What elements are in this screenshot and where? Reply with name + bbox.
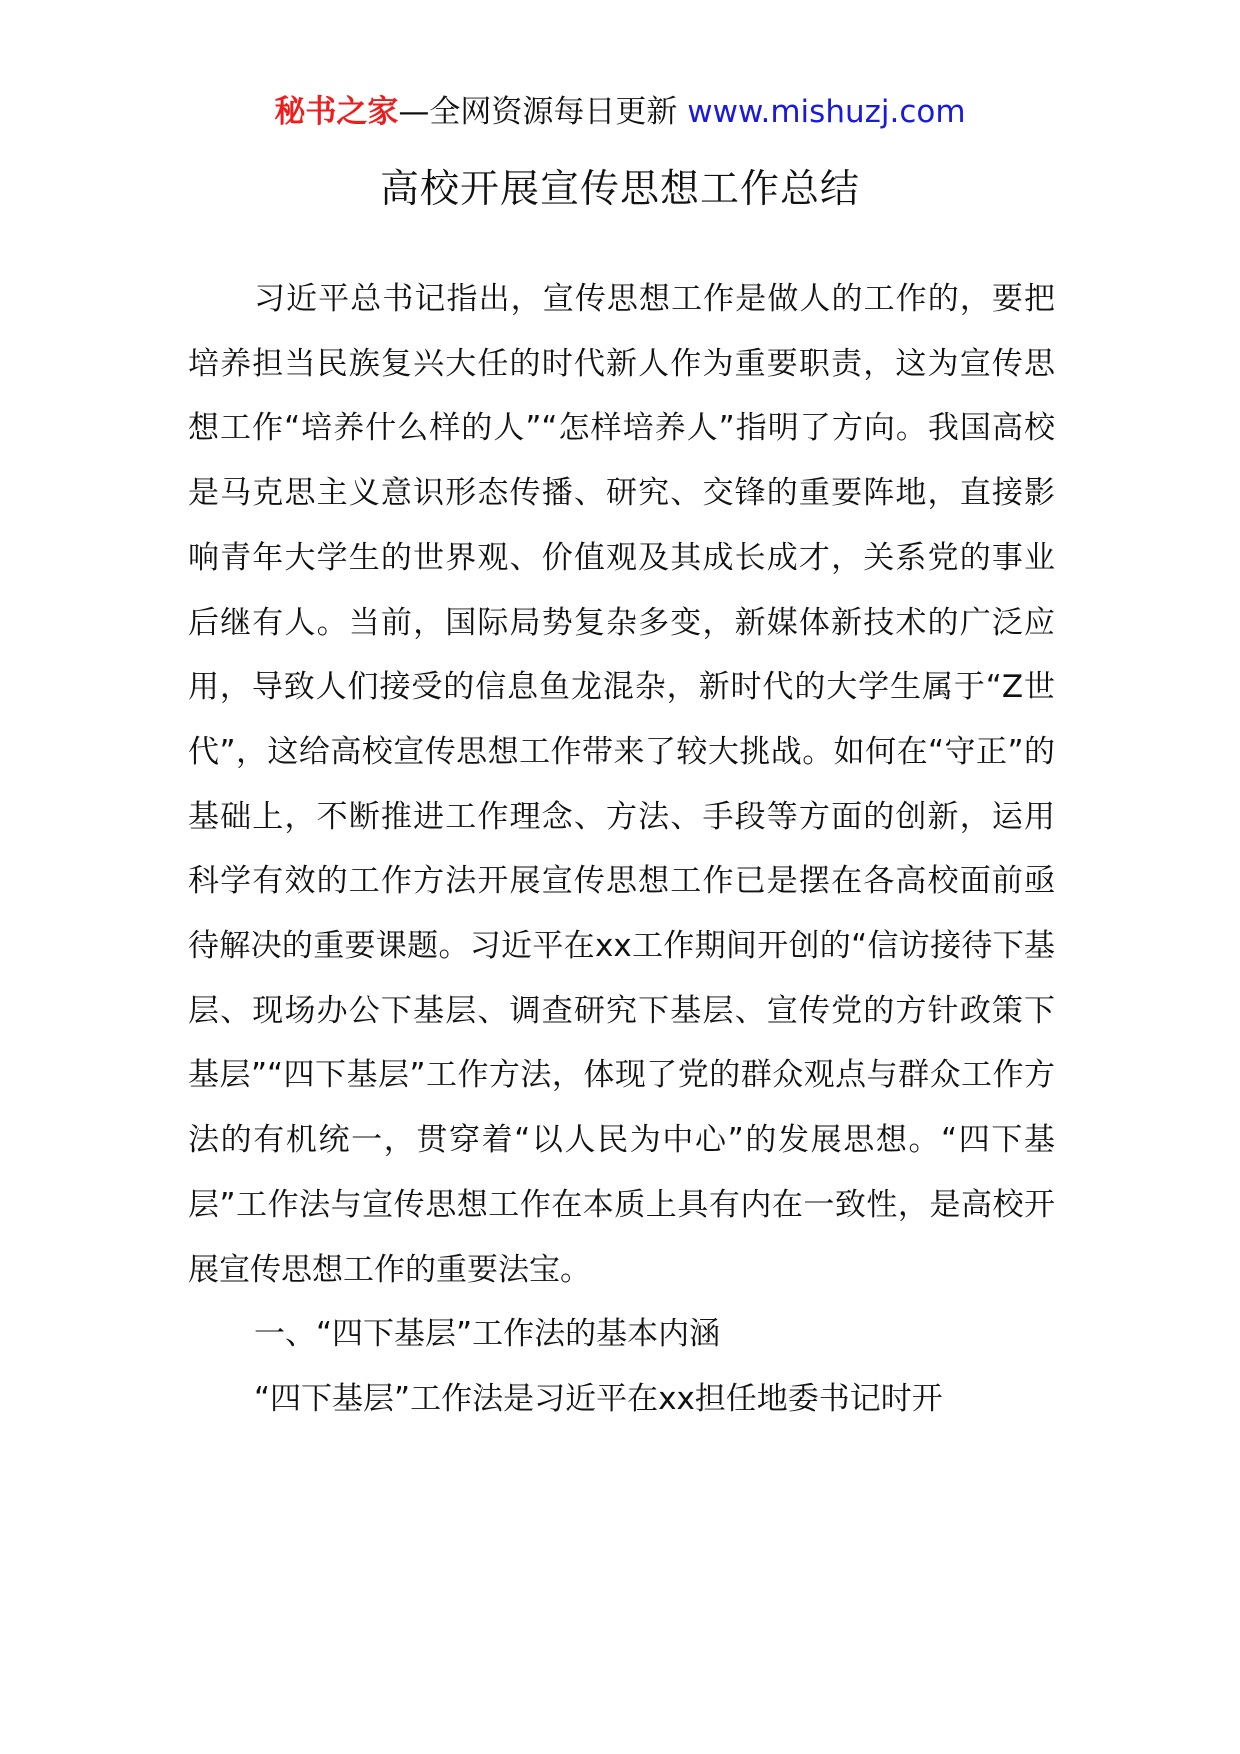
site-url-link[interactable]: www.mishuzj.com — [687, 94, 966, 130]
site-banner — [0, 92, 1240, 132]
intro-paragraph: 习近平总书记指出，宣传思想工作是做人的工作的，要把培养担当民族复兴大任的时代新人作为重要职责，这为宣传思想工作“培养什么样的人”“怎样培养人”指明了方向。我国高校是马克思主义意识形态传播、研究、交锋的重要阵地，直接影响青年大学生的世界观、价值观及其成长成才，关系党的事业后继有人。当前，国际局势复杂多变，新媒体新技术的广泛应用，导致人们接受的信息鱼龙混杂，新时代的大学生属于“Z世代”，这给高校宣传思想工作带来了较大挑战。如何在“守正”的基础上，不断推进工作理念、方法、手段等方面的创新，运用科学有效的工作方法开展宣传思想工作已是摆在各高校面前亟待解决的重要课题。习近平在xx工作期间开创的“信访接待下基层、现场办公下基层、调查研究下基层、宣传党的方针政策下基层”“四下基层”工作方法，体现了党的群众观点与群众工作方法的有机统一，贯穿着“以人民为中心”的发展思想。“四下基层”工作法与宣传思想工作在本质上具有内在一致性，是高校开展宣传思想工作的重要法宝。 — [188, 281, 1055, 1288]
section-heading: 一、“四下基层”工作法的基本内涵 — [254, 1316, 721, 1353]
document-title: 高校开展宣传思想工作总结 — [379, 167, 860, 212]
site-brand: 秘书之家 — [274, 94, 399, 130]
document-body — [188, 267, 1055, 1432]
section-paragraph: “四下基层”工作法是习近平在xx担任地委书记时开 — [254, 1380, 943, 1417]
site-tagline: —全网资源每日更新 — [398, 94, 688, 130]
